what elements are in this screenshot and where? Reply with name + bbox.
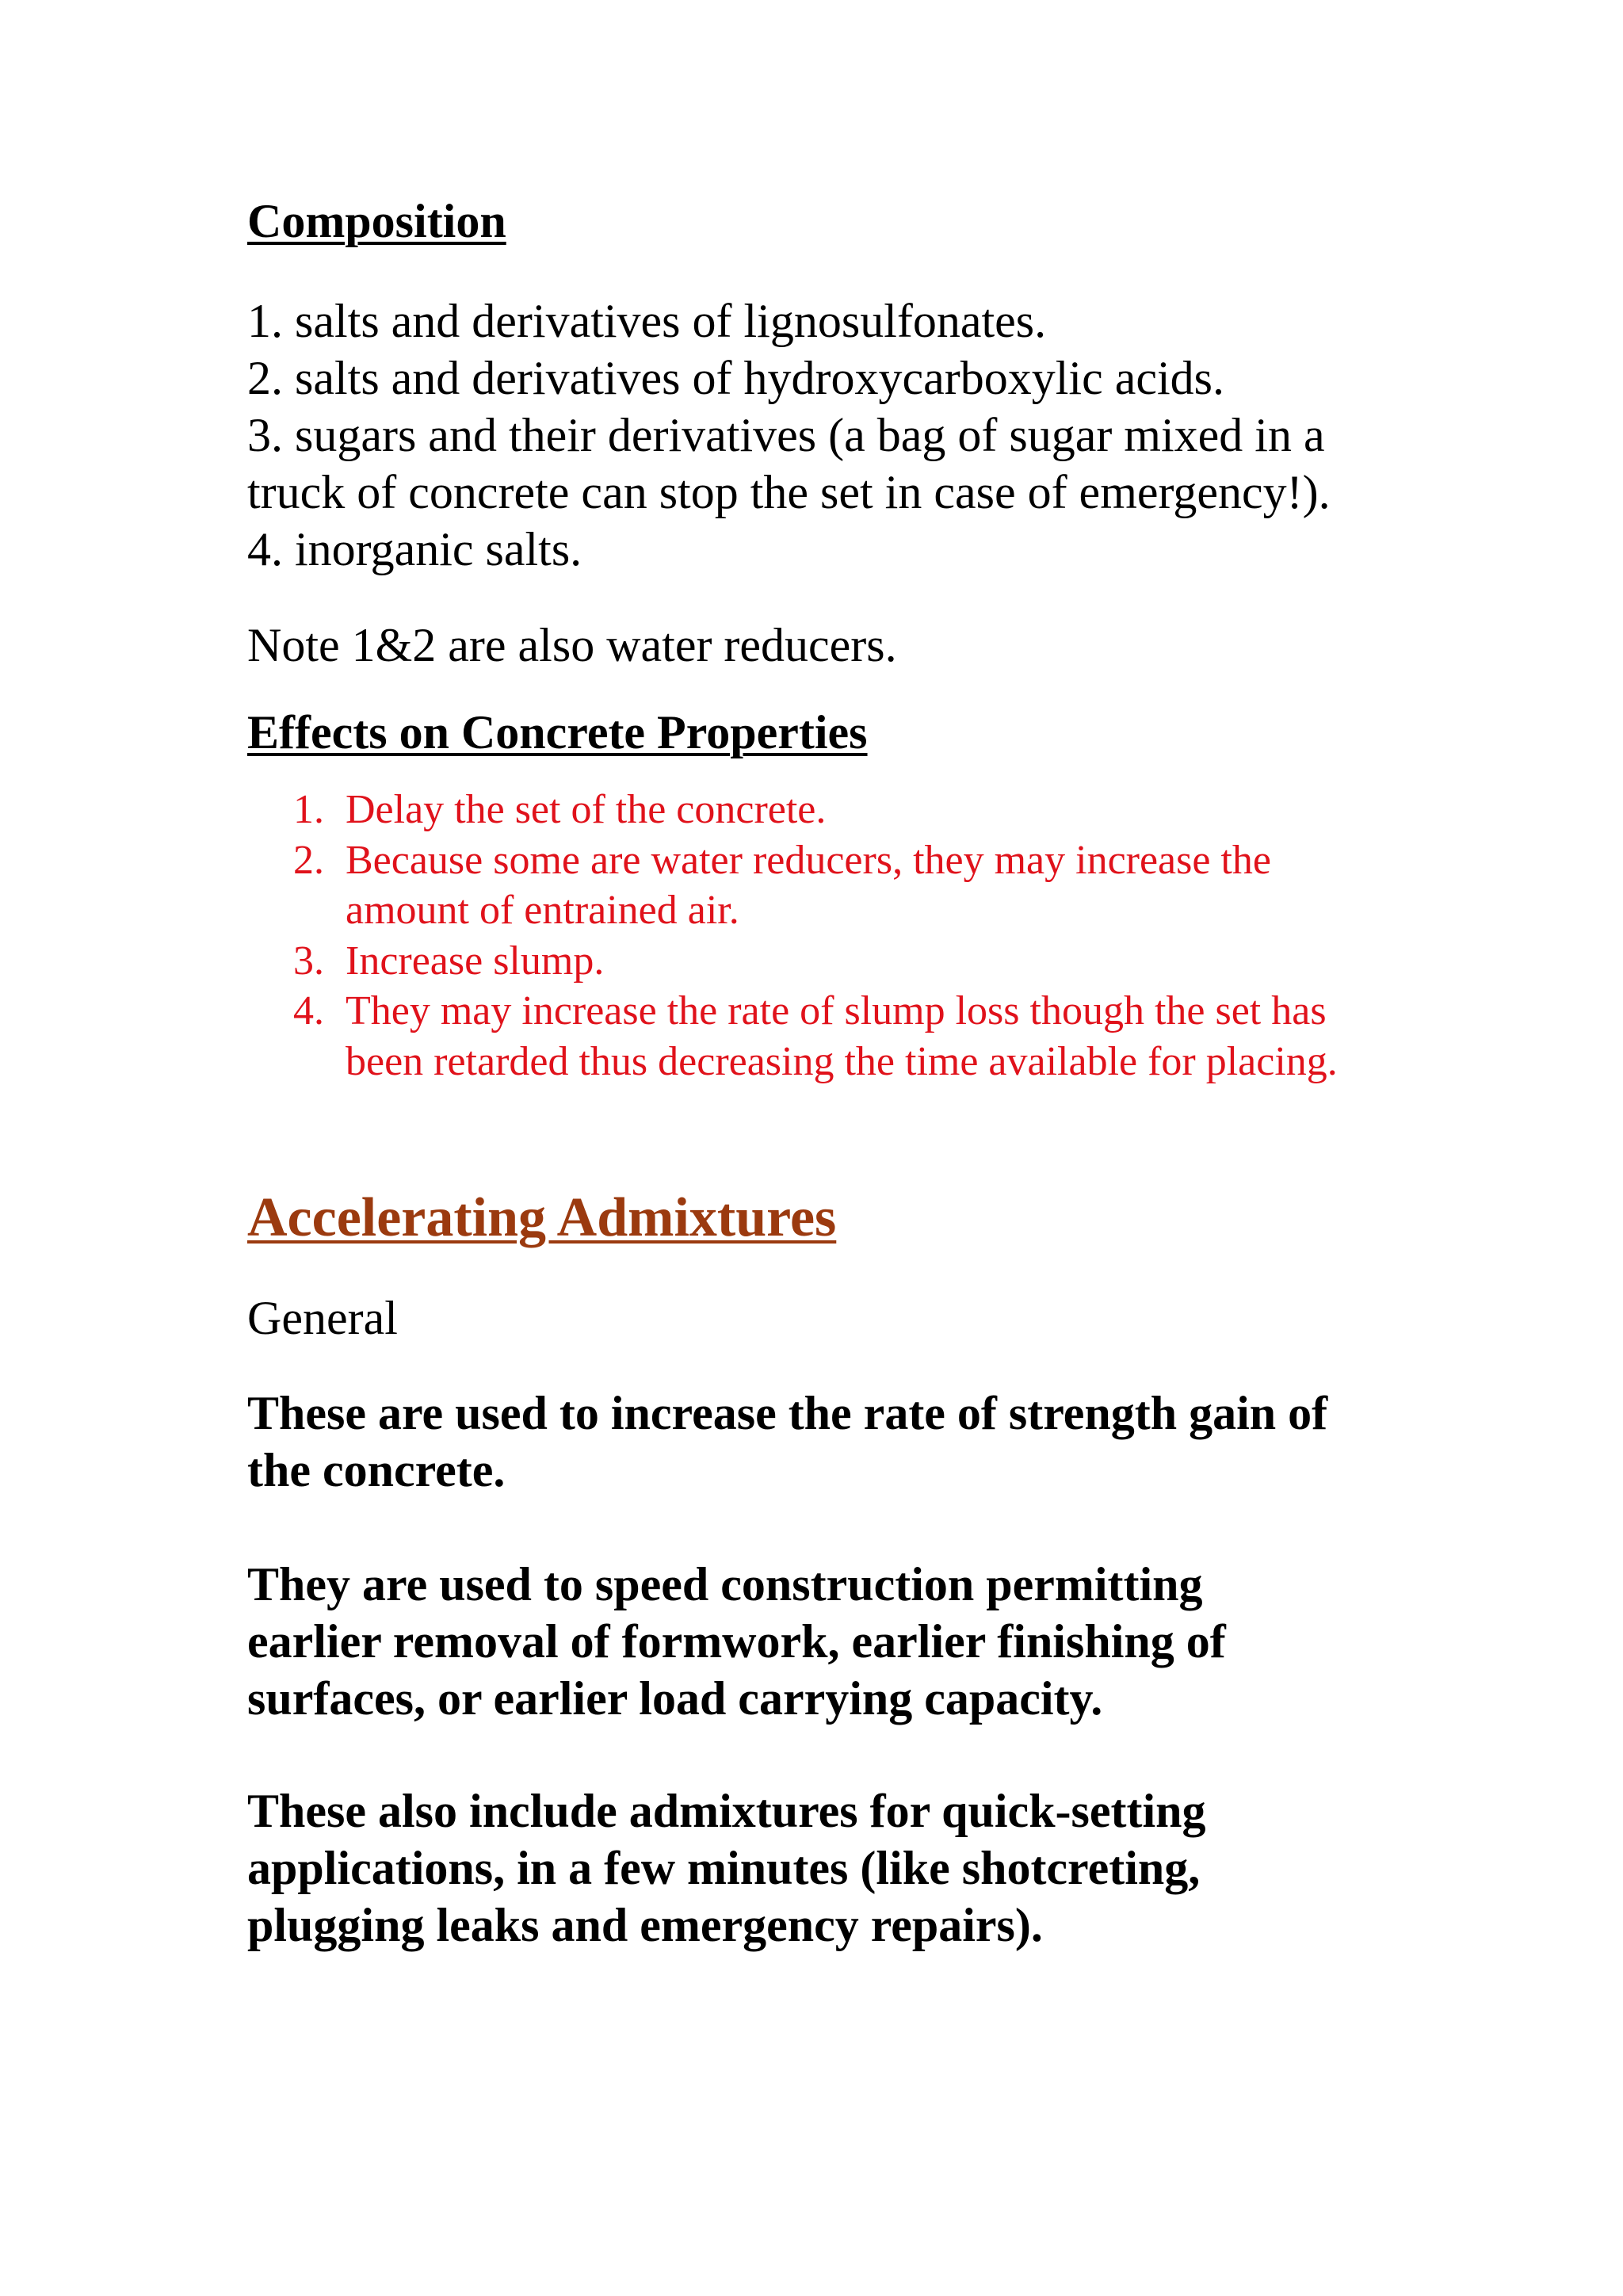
composition-item-4: 4. inorganic salts. [247, 523, 582, 575]
composition-item-1: 1. salts and derivatives of lignosulfonates. [247, 295, 1047, 347]
accelerating-admixtures-heading: Accelerating Admixtures [247, 1187, 837, 1248]
effects-item-number: 3. [293, 938, 324, 984]
effects-item-number: 2. [293, 837, 324, 883]
composition-item-3: 3. sugars and their derivatives (a bag of sugar mixed in a truck of concrete can stop the set in case of emergency!). [247, 409, 1331, 518]
paragraph-quick-setting: These also include admixtures for quick-setting applications, in a few minutes (like shotcreting, plugging leaks and emergency repairs). [247, 1785, 1206, 1951]
composition-note: Note 1&2 are also water reducers. [247, 619, 897, 671]
effects-item-4 [247, 986, 1404, 1087]
composition-item-2: 2. salts and derivatives of hydroxycarboxylic acids. [247, 352, 1224, 404]
effects-list [247, 785, 1404, 1087]
effects-item-text: Because some are water reducers, they may increase the amount of entrained air. [346, 837, 1271, 933]
effects-heading: Effects on Concrete Properties [247, 706, 868, 758]
composition-heading: Composition [247, 195, 506, 247]
composition-list [247, 292, 1331, 578]
effects-item-text: They may increase the rate of slump loss though the set has been retarded thus decreasing the time available for placing. [346, 988, 1338, 1084]
effects-item-text: Increase slump. [346, 938, 605, 984]
effects-item-text: Delay the set of the concrete. [346, 787, 827, 832]
effects-item-number: 1. [293, 787, 324, 832]
effects-item-number: 4. [293, 988, 324, 1033]
paragraph-speed-construction: They are used to speed construction permitting earlier removal of formwork, earlier finishing of surfaces, or earlier load carrying capacity. [247, 1558, 1226, 1725]
effects-item-2 [247, 835, 1404, 936]
paragraph-strength-gain: These are used to increase the rate of strength gain of the concrete. [247, 1387, 1328, 1496]
general-subheading: General [247, 1292, 398, 1344]
effects-item-3 [247, 936, 1404, 987]
effects-item-1 [247, 785, 1404, 835]
